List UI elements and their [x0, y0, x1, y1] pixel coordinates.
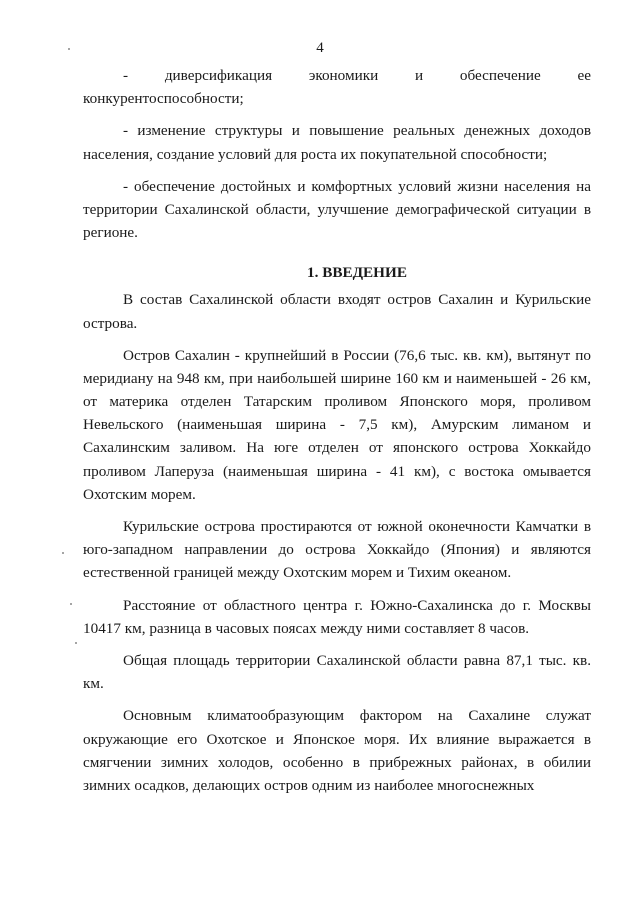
- text-line: населения, создание условий для роста их покупательной способности;: [83, 145, 548, 163]
- paragraph-gap: [83, 110, 591, 119]
- text-line: Невельского (наименьшая ширина - 7,5 км), Амурским лиманом и: [83, 416, 591, 434]
- text-line: км.: [83, 675, 104, 693]
- scan-speck: [70, 603, 72, 605]
- paragraph-gap: [83, 695, 591, 704]
- text-line: регионе.: [83, 224, 138, 242]
- bullet-item: [83, 119, 591, 165]
- paragraph: [83, 288, 591, 334]
- text-line: окружающие его Охотское и Японское моря. Их влияние выражается в: [83, 730, 591, 748]
- scan-speck: [75, 642, 77, 644]
- paragraph-gap: [83, 506, 591, 515]
- page-number: 4: [316, 40, 324, 56]
- bullet-list: [83, 64, 591, 244]
- paragraph: [83, 704, 591, 797]
- text-line: В состав Сахалинской области входят остров Сахалин и Курильские: [123, 291, 591, 309]
- text-line: проливом Лаперуза (наименьшая ширина - 41 км), с востока омывается: [83, 462, 591, 480]
- paragraph-gap: [83, 335, 591, 344]
- paragraph-gap: [83, 166, 591, 175]
- text-line: зимних осадков, делающих остров одним из наиболее многоснежных: [83, 776, 535, 794]
- text-line: Основным климатообразующим фактором на Сахалине служат: [123, 707, 591, 725]
- text-line: Общая площадь территории Сахалинской области равна 87,1 тыс. кв.: [123, 651, 591, 669]
- scan-speck: [68, 48, 70, 50]
- paragraph-gap: [83, 640, 591, 649]
- text-line: острова.: [83, 314, 138, 332]
- text-line: Охотским морем.: [83, 485, 196, 503]
- text-line: от материка отделен Татарским проливом Японского моря, проливом: [83, 393, 591, 411]
- text-line: 10417 км, разница в часовых поясах между ними составляет 8 часов.: [83, 619, 530, 637]
- paragraph: [83, 649, 591, 695]
- section-heading: 1. ВВЕДЕНИЕ: [307, 264, 407, 282]
- text-line: территории Сахалинской области, улучшение демографической ситуации в: [83, 200, 591, 218]
- paragraph-gap: [83, 585, 591, 594]
- bullet-item: [83, 175, 591, 245]
- text-line: - обеспечение достойных и комфортных условий жизни населения на: [123, 177, 591, 195]
- text-line: юго-западном направлении до острова Хоккайдо (Япония) и являются: [83, 541, 591, 559]
- page-body: [83, 64, 591, 797]
- text-line: конкурентоспособности;: [83, 90, 244, 108]
- text-line: смягчении зимних холодов, особенно в прибрежных районах, в обилии: [83, 753, 591, 771]
- paragraph: [83, 594, 591, 640]
- bullet-item: [83, 64, 591, 110]
- paragraph: [83, 515, 591, 585]
- text-line: - диверсификация экономики и обеспечение ее: [123, 67, 591, 84]
- text-line: Расстояние от областного центра г. Южно-Сахалинска до г. Москвы: [123, 596, 591, 614]
- text-line: - изменение структуры и повышение реальных денежных доходов: [123, 122, 591, 140]
- section-body: [83, 288, 591, 797]
- paragraph: [83, 344, 591, 506]
- text-line: Сахалинским заливом. На юге отделен от японского острова Хоккайдо: [83, 439, 591, 457]
- text-line: Остров Сахалин - крупнейший в России (76,6 тыс. кв. км), вытянут по: [123, 346, 591, 364]
- text-line: естественной границей между Охотским морем и Тихим океаном.: [83, 564, 512, 582]
- scan-speck: [62, 552, 64, 554]
- text-line: Курильские острова простираются от южной оконечности Камчатки в: [123, 518, 591, 535]
- text-line: меридиану на 948 км, при наибольшей ширине 160 км и наименьшей - 26 км,: [83, 369, 591, 387]
